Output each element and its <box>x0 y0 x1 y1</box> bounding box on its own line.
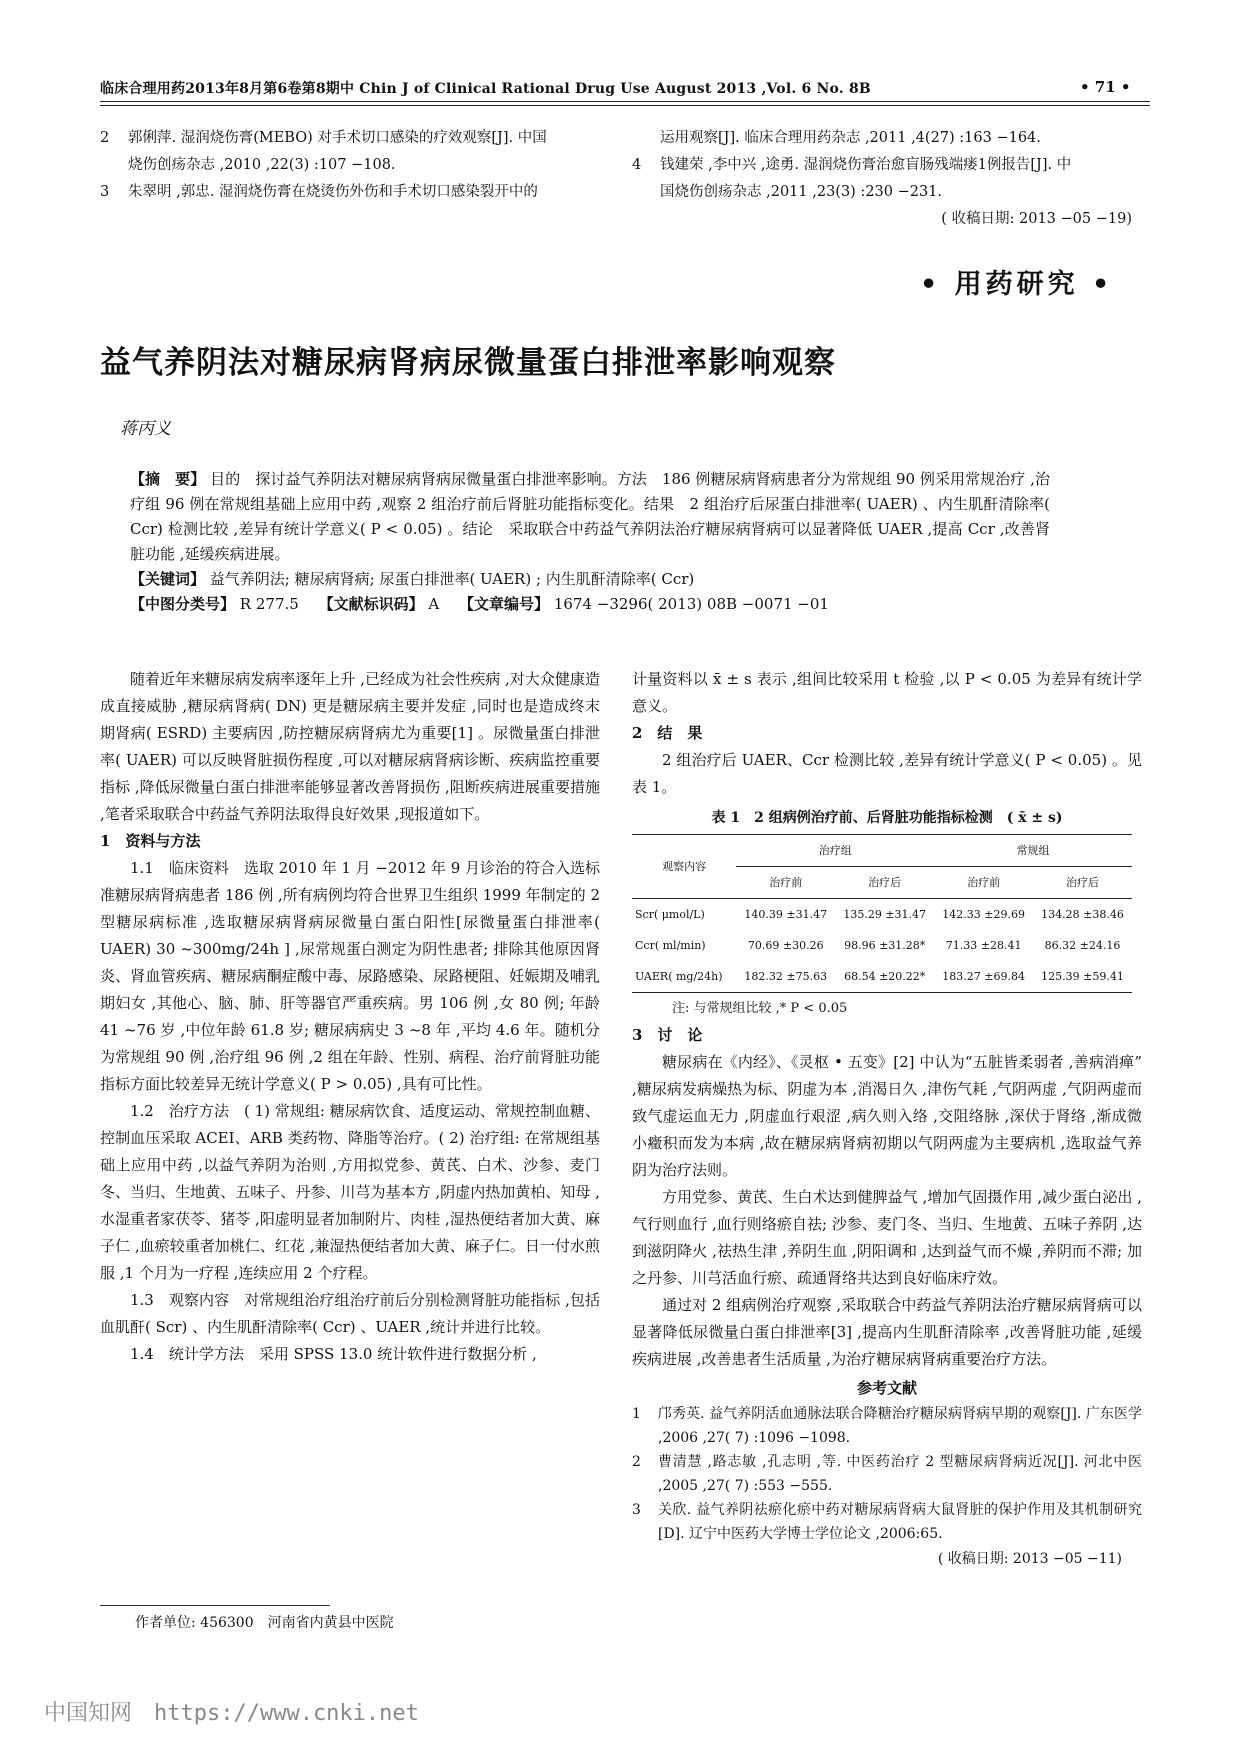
table-subheader: 治疗前 <box>967 876 1001 889</box>
paragraph: 计量资料以 x̄ ± s 表示 ,组间比较采用 t 检验 ,以 P < 0.05 为差异有统计学意义。 <box>632 670 1142 715</box>
page-number: • 71 • <box>1080 78 1131 96</box>
reference-item: 2 曹清慧 ,路志敏 ,孔志明 ,等. 中医药治疗 2 型糖尿病肾病近况[J]. 河北中医 ,2005 ,27( 7) :553 −555. <box>632 1454 1142 1494</box>
table-caption: 表 1 2 组病例治疗前、后肾脏功能指标检测 ( x̄ ± s) <box>711 810 1063 826</box>
author-affiliation: 作者单位: 456300 河南省内黄县中医院 <box>135 1615 394 1631</box>
table-row: Scr( μmol/L) 140.39 ±31.47 135.29 ±31.47 142.33 ±29.69 134.28 ±38.46 <box>635 908 1124 921</box>
paragraph: 糖尿病在《内经》、《灵枢 • 五变》[2] 中认为“五脏皆柔弱者 ,善病消瘅” ,糖尿病发病燥热为标、阴虚为本 ,消渴日久 ,津伤气耗 ,气阴两虚 ,气阴两虚而致气虚运血无力 ,阴虚血行艰涩 ,病久则入络 ,交阻络脉 ,深伏于肾络 ,渐成微小癥积而发为本病 ,故在糖尿病肾病初期以气阴两虚为主要病机 ,选取益气养阴为治疗法则。 <box>632 1053 1142 1179</box>
right-column-bottom <box>632 1022 1142 1373</box>
reference-item: 1 邝秀英. 益气养阴活血通脉法联合降糖治疗糖尿病肾病早期的观察[J]. 广东医学 ,2006 ,27( 7) :1096 −1098. <box>632 1406 1142 1446</box>
references-title: 参考文献 <box>856 1379 917 1397</box>
right-column-top <box>632 666 1142 801</box>
footnote-rule <box>100 1605 330 1606</box>
running-header: 临床合理用药2013年8月第6卷第8期中 Chin J of Clinical Rational Drug Use August 2013 ,Vol. 6 No. 8B <box>100 81 871 97</box>
received-date: ( 收稿日期: 2013 −05 −11) <box>937 1551 1122 1567</box>
table-group-header: 治疗组 <box>736 835 934 867</box>
paragraph: 1.2 治疗方法 ( 1) 常规组: 糖尿病饮食、适度运动、常规控制血糖、控制血压采取 ACEI、ARB 类药物、降脂等治疗。( 2) 治疗组: 在常规组基础上应用中药 ,以益气养阴为治则 ,方用拟党参、黄芪、白术、沙参、麦门冬、当归、生地黄、五味子、丹参、川芎为基本方 ,阴虚内热加黄柏、知母 ,水湿重者家茯苓、猪苓 ,阳虚明显者加制附片、肉桂 ,湿热便结者加大黄、麻子仁 ,血瘀较重者加桃仁、红花 ,兼湿热便结者加大黄、麻子仁。日一付水煎服 ,1 个月为一疗程 ,连续应用 2 个疗程。 <box>100 1102 600 1282</box>
prev-refs-left <box>100 125 620 206</box>
table-subheader: 治疗前 <box>769 876 803 889</box>
section-heading: 1 资料与方法 <box>100 832 201 850</box>
data-table <box>632 834 1132 993</box>
keywords: 【关键词】 益气养阴法; 糖尿病肾病; 尿蛋白排泄率( UAER) ; 内生肌酐清除率( Ccr) <box>130 570 695 588</box>
paragraph: 随着近年来糖尿病发病率逐年上升 ,已经成为社会性疾病 ,对大众健康造成直接威胁 ,糖尿病肾病( DN) 更是糖尿病主要并发症 ,同时也是造成终末期肾病( ESRD) 主要病因 ,防控糖尿病肾病尤为重要[1] 。尿微量蛋白排泄率( UAER) 可以反映肾脏损伤程度 ,可以对糖尿病肾病诊断、疾病监控重要指标 ,降低尿微量白蛋白排泄率能够显著改善肾损伤 ,阻断疾病进展重要措施 ,笔者采取联合中药益气养阴法取得良好效果 ,现报道如下。 <box>100 670 600 823</box>
table-subheader: 治疗后 <box>868 876 902 889</box>
body-right-column <box>632 666 1142 1573</box>
references-list <box>632 1402 1142 1546</box>
abstract-text: 【摘 要】 目的 探讨益气养阴法对糖尿病肾病尿微量蛋白排泄率影响。方法 186 例糖尿病肾病患者分为常规组 90 例采用常规治疗 ,治疗组 96 例在常规组基础上应用中药 ,观察 2 组治疗前后肾脏功能指标变化。结果 2 组治疗后尿蛋白排泄率( UAER) 、内生肌酐清除率( Ccr) 检测比较 ,差异有统计学意义( P < 0.05) 。结论 采取联合中药益气养阴法治疗糖尿病肾病可以显著降低 UAER ,提高 Ccr ,改善肾脏功能 ,延缓疾病进展。 <box>130 470 1050 563</box>
section-tag: • 用药研究 • <box>920 269 1114 300</box>
prev-ref-line: 2 郭俐萍. 湿润烧伤膏(MEBO) 对手术切口感染的疗效观察[J]. 中国 <box>100 130 547 146</box>
prev-refs-right <box>632 125 1152 233</box>
header-rule <box>100 101 1150 102</box>
table-note: 注: 与常规组比较 ,* P < 0.05 <box>672 1001 848 1016</box>
paragraph: 2 组治疗后 UAER、Ccr 检测比较 ,差异有统计学意义( P < 0.05) 。见表 1。 <box>632 751 1142 796</box>
paragraph: 1.1 临床资料 选取 2010 年 1 月 −2012 年 9 月诊治的符合入选标准糖尿病肾病患者 186 例 ,所有病例均符合世界卫生组织 1999 年制定的 2 型糖尿病标准 ,选取糖尿病肾病尿微量白蛋白阳性[尿微量蛋白排泄率( UAER) 30 ~300mg/24h ] ,尿常规蛋白测定为阴性患者; 排除其他原因肾炎、肾血管疾病、糖尿病酮症酸中毒、尿路感染、尿路梗阻、妊娠期及哺乳期妇女 ,其他心、脑、肺、肝等器官严重疾病。男 106 例 ,女 80 例; 年龄 41 ~76 岁 ,中位年龄 61.8 岁; 糖尿病病史 3 ~8 年 ,平均 4.6 年。随机分为常规组 90 例 ,治疗组 96 例 ,2 组在年龄、性别、病程、治疗前肾脏功能指标方面比较差异无统计学意义( P > 0.05) ,具有可比性。 <box>100 859 601 1093</box>
prev-received-date: ( 收稿日期: 2013 −05 −19) <box>941 211 1132 227</box>
table-group-header: 常规组 <box>934 835 1132 867</box>
prev-ref-line: 运用观察[J]. 临床合理用药杂志 ,2011 ,4(27) :163 −164. <box>660 130 1041 146</box>
prev-ref-line: 4 钱建荣 ,李中兴 ,途勇. 湿润烧伤膏治愈盲肠残端瘘1例报告[J]. 中 <box>632 157 1072 173</box>
table-col-header: 观察内容 <box>632 835 736 899</box>
article-title: 益气养阴法对糖尿病肾病尿微量蛋白排泄率影响观察 <box>100 345 836 381</box>
author: 蒋丙义 <box>120 419 171 439</box>
section-heading: 3 讨 论 <box>632 1026 703 1044</box>
paragraph: 方用党参、黄芪、生白术达到健脾益气 ,增加气固摄作用 ,减少蛋白泌出 ,气行则血行 ,血行则络瘀自祛; 沙参、麦门冬、当归、生地黄、五味子养阴 ,达到滋阴降火 ,祛热生津 ,养阴生血 ,阴阳调和 ,达到益气而不燥 ,养阴而不滞; 加之丹参、川芎活血行瘀、疏通肾络共达到良好临床疗效。 <box>632 1188 1142 1287</box>
body-left-column <box>100 666 600 1368</box>
header-rule-thin <box>100 105 1150 106</box>
table-row: Ccr( ml/min) 70.69 ±30.26 98.96 ±31.28* 71.33 ±28.41 86.32 ±24.16 <box>635 939 1121 952</box>
paragraph: 1.3 观察内容 对常规组治疗组治疗前后分别检测肾脏功能指标 ,包括血肌酐( Scr) 、内生肌酐清除率( Ccr) 、UAER ,统计并进行比较。 <box>100 1291 600 1336</box>
prev-ref-line: 3 朱翠明 ,郭忠. 湿润烧伤膏在烧烫伤外伤和手术切口感染裂开中的 <box>100 184 538 200</box>
cnki-watermark: 中国知网 https://www.cnki.net <box>44 1701 419 1726</box>
abstract <box>130 467 1050 617</box>
section-heading: 2 结 果 <box>632 724 703 742</box>
prev-ref-line: 烧伤创疡杂志 ,2010 ,22(3) :107 −108. <box>128 157 396 173</box>
classification: 【中图分类号】 R 277.5 【文献标识码】 A 【文章编号】 1674 −3296( 2013) 08B −0071 −01 <box>130 595 829 613</box>
paragraph: 通过对 2 组病例治疗观察 ,采取联合中药益气养阴法治疗糖尿病肾病可以显著降低尿微量白蛋白排泄率[3] ,提高内生肌酐清除率 ,改善肾脏功能 ,延缓疾病进展 ,改善患者生活质量 ,为治疗糖尿病肾病重要治疗方法。 <box>632 1296 1142 1368</box>
prev-ref-line: 国烧伤创疡杂志 ,2011 ,23(3) :230 −231. <box>660 184 943 200</box>
keywords-label: 【关键词】 <box>130 570 206 588</box>
reference-item: 3 关欣. 益气养阴祛瘀化瘀中药对糖尿病肾病大鼠肾脏的保护作用及其机制研究[D]. 辽宁中医药大学博士学位论文 ,2006:65. <box>632 1502 1142 1542</box>
abstract-label: 【摘 要】 <box>130 470 206 488</box>
table-row: UAER( mg/24h) 182.32 ±75.63 68.54 ±20.22* 183.27 ±69.84 125.39 ±59.41 <box>632 961 1132 993</box>
paragraph: 1.4 统计学方法 采用 SPSS 13.0 统计软件进行数据分析 , <box>130 1345 537 1363</box>
table-subheader: 治疗后 <box>1066 876 1100 889</box>
